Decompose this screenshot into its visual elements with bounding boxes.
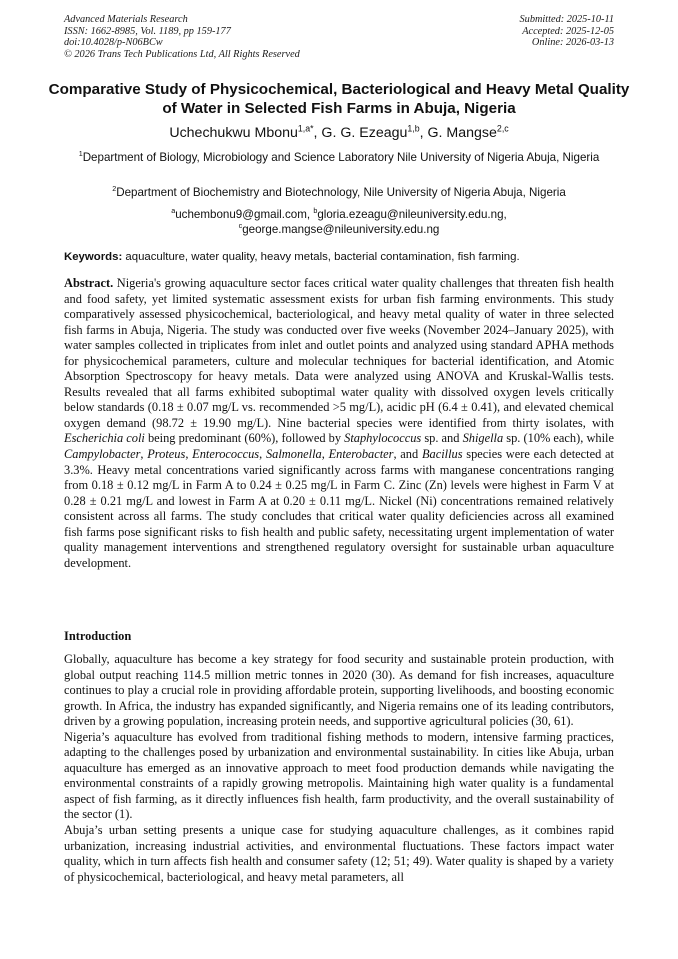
abstract-text: Nigeria's growing aquaculture sector faces critical water quality challenges that threaten fish health and food safety, yet limited systematic assessment exists for urban fish farming environments. This study comparatively assessed physicochemical, bacteriological, and heavy metal quality of water in three selected fish farms in Abuja, Nigeria. The study was conducted over five weeks (November 2024–January 2025), with water samples collected in triplicates from inlet and outlet points and analyzed using standard APHA methods for physicochemical parameters, culture and molecular techniques for bacterial identification, and Atomic Absorption Spectroscopy for heavy metals. Data were analyzed using ANOVA and Kruskal-Wallis tests. Results revealed that all farms exhibited suboptimal water quality with dissolved oxygen levels critically below standards (0.18 ± 0.07 mg/L vs. recommended >5 mg/L), acidic pH (6.4 ± 0.41), and elevated chemical oxygen demand (98.72 ± 19.90 mg/L). Nine bacterial species were identified from thirty isolates, with — [64, 276, 614, 430]
copyright: © 2026 Trans Tech Publications Ltd, All Rights Reserved — [64, 48, 300, 60]
species-name: Shigella — [462, 431, 504, 446]
species-name: Enterobacter — [328, 447, 394, 462]
doi-link[interactable]: doi:10.4028/p-N06BCw — [64, 37, 163, 49]
introduction-body — [64, 652, 614, 885]
species-name: Campylobacter — [64, 447, 141, 462]
abstract-text: being predominant (60%), followed by — [144, 431, 345, 446]
species-name: Staphylococcus — [344, 431, 422, 446]
species-name: Enterococcus — [192, 447, 260, 462]
species-name: Escherichia coli — [64, 431, 145, 446]
submitted-date: Submitted: 2025-10-11 — [519, 14, 614, 25]
affiliation-1 — [64, 150, 614, 165]
body-paragraph: Abuja’s urban setting presents a unique case for studying aquaculture challenges, as it combines rapid urbanization, increasing industrial activities, and environmental fluctuations. These factors impact water quality, which in turn affects fish health and consumer safety (12; 51; 49). Water quality is shaped by a variety of physicochemical, bacteriological, and heavy metal parameters, all — [64, 823, 614, 884]
author-marker: 1,a* — [297, 123, 314, 134]
journal-info — [64, 14, 300, 60]
abstract-text: sp. (10% each), while — [503, 431, 614, 446]
affiliation-marker: 2 — [112, 184, 117, 194]
author-emails — [64, 207, 614, 237]
species-name: Bacillus — [421, 447, 463, 462]
author-separator: , — [419, 125, 428, 141]
author-name[interactable]: G. G. Ezeagu — [321, 125, 408, 141]
species-name: Proteus — [147, 447, 186, 462]
publication-dates — [520, 14, 614, 49]
affiliation-marker: 1 — [78, 149, 83, 159]
abstract-label: Abstract. — [64, 276, 114, 290]
abstract-text: sp. and — [421, 431, 463, 446]
email-marker: a — [171, 206, 176, 216]
author-name[interactable]: Uchechukwu Mbonu — [169, 125, 298, 141]
affiliation-text: Department of Biology, Microbiology and Science Laboratory Nile University of Nigeria Abuja, Nigeria — [82, 151, 600, 164]
abstract-text: , — [259, 447, 266, 462]
email-marker: c — [238, 221, 243, 231]
author-name[interactable]: G. Mangse — [427, 125, 497, 141]
abstract-text: species were each detected at 3.3%. Heavy metal concentrations varied significantly across farms with manganese concentrations ranging from 0.18 ± 0.12 mg/L in Farm A to 0.24 ± 0.25 mg/L in Farm C. Zinc (Zn) levels were highest in Farm V at 0.28 ± 0.21 mg/L and lowest in Farm A at 0.20 ± 0.11 mg/L. Nickel (Ni) concentrations remained relatively consistent across all farms. The study concludes that critical water quality deficiencies across all examined fish farms pose significant risks to fish health and public safety, necessitating urgent implementation of water quality management interventions and strengthened regulatory oversight for sustainable urban aquaculture development. — [64, 447, 614, 570]
keywords — [64, 250, 614, 265]
body-paragraph: Globally, aquaculture has become a key strategy for food security and sustainable protein production, with global output reaching 114.5 million metric tonnes in 2020 (30). As demand for fish increases, aquaculture continues to play a crucial role in providing affordable protein, supporting livelihoods, and boosting economic growth. In Africa, the industry has expanded significantly, and Nigeria remains one of its leading contributors, driven by a growing population, increasing protein needs, and supportive agricultural policies (30, 61). — [64, 652, 614, 729]
author-marker: 2,c — [496, 123, 509, 134]
abstract-text: , — [140, 447, 148, 462]
affiliation-text: Department of Biochemistry and Biotechnology, Nile University of Nigeria Abuja, Nigeria — [116, 186, 566, 199]
email-separator: , — [306, 208, 314, 221]
paper-title: Comparative Study of Physicochemical, Bacteriological and Heavy Metal Quality of Water in Selected Fish Farms in Abuja, Nigeria — [48, 81, 630, 117]
author-list — [40, 123, 638, 143]
abstract-text: , — [321, 447, 329, 462]
keywords-label: Keywords: — [64, 251, 123, 263]
email-marker: b — [313, 206, 318, 216]
email-link[interactable]: uchembonu9@gmail.com — [175, 208, 307, 221]
abstract — [64, 276, 614, 571]
body-paragraph: Nigeria’s aquaculture has evolved from traditional fishing methods to modern, intensive farming practices, adapting to the challenges posed by urbanization and environmental sustainability. In cities like Abuja, urban aquaculture has emerged as an innovative approach to meet food production demands while navigating the environmental constraints of a rapidly growing metropolis. Maintaining high water quality is a fundamental aspect of fish farming, as it directly influences fish health, farm productivity, and the overall sustainability of the sector (1). — [64, 729, 614, 822]
journal-issn: ISSN: 1662-8985, Vol. 1189, pp 159-177 — [64, 25, 231, 37]
email-link[interactable]: george.mangse@nileuniversity.edu.ng — [242, 223, 440, 236]
author-marker: 1,b — [407, 123, 420, 134]
abstract-text: , and — [393, 447, 422, 462]
author-separator: , — [313, 125, 322, 141]
affiliation-2 — [64, 185, 614, 200]
online-date: Online: 2026-03-13 — [531, 37, 614, 49]
accepted-date: Accepted: 2025-12-05 — [522, 25, 614, 37]
email-link[interactable]: gloria.ezeagu@nileuniversity.edu.ng, — [317, 208, 507, 221]
species-name: Salmonella — [265, 447, 322, 462]
journal-name: Advanced Materials Research — [64, 14, 188, 25]
abstract-text: , — [185, 447, 193, 462]
keywords-text: aquaculture, water quality, heavy metals, bacterial contamination, fish farming. — [122, 251, 520, 263]
section-heading-introduction: Introduction — [64, 629, 132, 643]
